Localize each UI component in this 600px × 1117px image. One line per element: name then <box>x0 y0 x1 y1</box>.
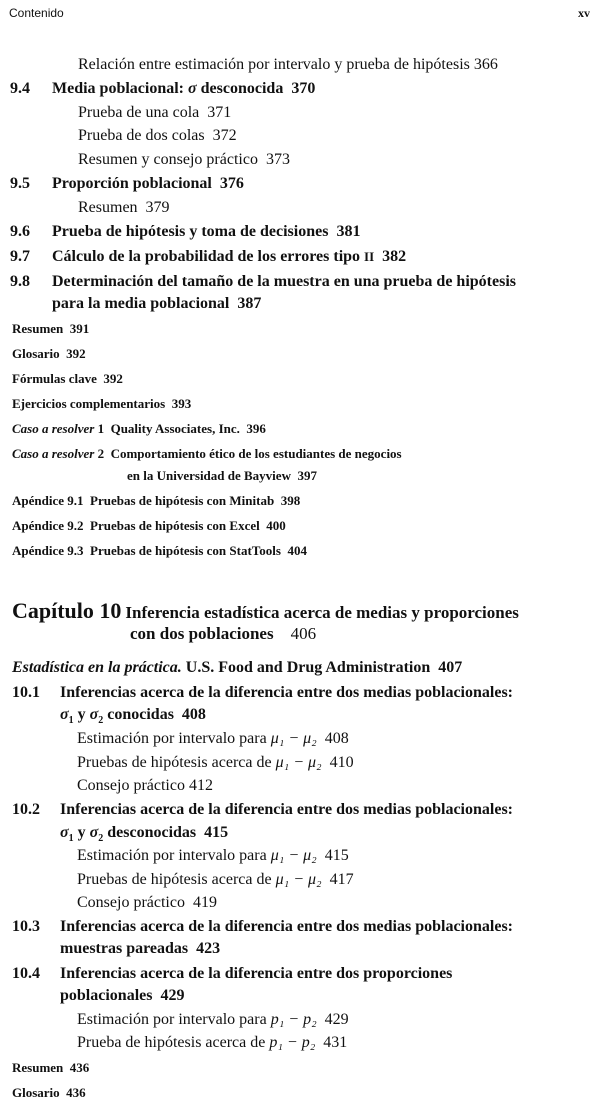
toc-case-2-cont: en la Universidad de Bayview 397 <box>127 468 317 483</box>
toc-entry: Estimación por intervalo para p₁ − p₂ 429 <box>77 1011 349 1028</box>
running-header-title: Contenido <box>9 6 64 20</box>
toc-entry: Resumen 379 <box>78 199 170 216</box>
chapter-10-heading-cont: con dos poblaciones 406 <box>130 624 317 643</box>
toc-section-10-2-cont: $\sigma_1$ y $\sigma_2$ desconocidas 415 <box>60 824 229 845</box>
toc-appendix-9-2: Apéndice 9.2 Pruebas de hipótesis con Excel 400 <box>12 518 286 533</box>
toc-entry: Prueba de hipótesis acerca de p₁ − p₂ 431 <box>77 1034 348 1051</box>
toc-entry: Estimación por intervalo para μ₁ − μ₂ 415 <box>77 847 349 864</box>
toc-entry: Consejo práctico 412 <box>77 777 213 794</box>
chapter-10-heading: Capítulo 10 Inferencia estadística acerca de medias y proporciones <box>12 598 519 623</box>
page-number-roman: xv <box>578 6 590 20</box>
toc-entry: Pruebas de hipótesis acerca de μ₁ − μ₂ 410 <box>77 754 354 771</box>
toc-entry: Prueba de dos colas 372 <box>78 127 237 144</box>
toc-section-10-1-cont: $\sigma_1$ y $\sigma_2$ conocidas 408 <box>60 706 206 727</box>
toc-end-resumen-10: Resumen 436 <box>12 1060 90 1075</box>
toc-end-resumen: Resumen 391 <box>12 321 90 336</box>
toc-end-formulas: Fórmulas clave 392 <box>12 371 123 386</box>
toc-case-2: Caso a resolver 2 Comportamiento ético de los estudiantes de negocios <box>12 446 402 461</box>
toc-section-9-8-cont: para la media poblacional 387 <box>52 295 262 312</box>
toc-appendix-9-3: Apéndice 9.3 Pruebas de hipótesis con StatTools 404 <box>12 543 307 558</box>
toc-entry: Relación entre estimación por intervalo y prueba de hipótesis 366 <box>78 56 498 73</box>
toc-end-glosario: Glosario 392 <box>12 346 86 361</box>
toc-entry: Consejo práctico 419 <box>77 894 217 911</box>
toc-end-glosario-10: Glosario 436 <box>12 1085 86 1100</box>
toc-end-ejercicios: Ejercicios complementarios 393 <box>12 396 192 411</box>
toc-appendix-9-1: Apéndice 9.1 Pruebas de hipótesis con Minitab 398 <box>12 493 301 508</box>
toc-entry: Estimación por intervalo para μ₁ − μ₂ 408 <box>77 730 349 747</box>
toc-section-10-4-cont: poblacionales 429 <box>60 987 185 1004</box>
toc-entry: Resumen y consejo práctico 373 <box>78 151 290 168</box>
toc-case-1: Caso a resolver 1 Quality Associates, Inc. 396 <box>12 421 266 436</box>
toc-section-10-3-cont: muestras pareadas 423 <box>60 940 221 957</box>
toc-entry: Prueba de una cola 371 <box>78 104 232 121</box>
toc-practice: Estadística en la práctica. U.S. Food and Drug Administration 407 <box>12 659 463 676</box>
toc-entry: Pruebas de hipótesis acerca de μ₁ − μ₂ 417 <box>77 871 354 888</box>
